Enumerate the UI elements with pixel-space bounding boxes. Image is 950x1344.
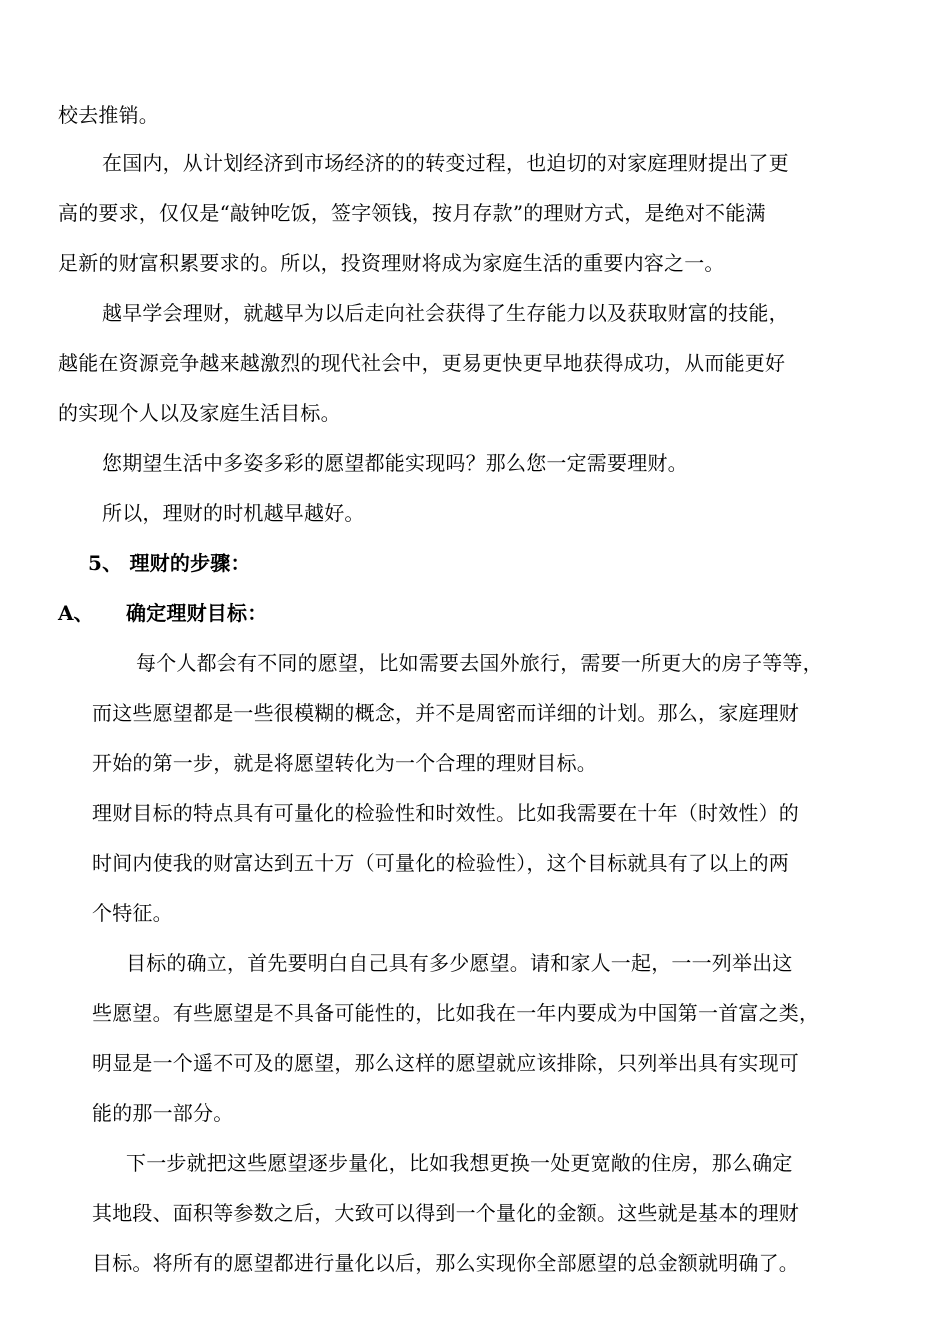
text-line: 时间内使我的财富达到五十万（可量化的检验性），这个目标就具有了以上的两 — [92, 851, 789, 875]
text-line: 开始的第一步，就是将愿望转化为一个合理的理财目标。 — [92, 751, 597, 775]
text-line: 的实现个人以及家庭生活目标。 — [58, 401, 341, 425]
text-line: 些愿望。有些愿望是不具备可能性的，比如我在一年内要成为中国第一首富之类， — [92, 1001, 820, 1025]
text-line: 目标。将所有的愿望都进行量化以后，那么实现你全部愿望的总金额就明确了。 — [92, 1251, 799, 1275]
subsection-marker: A、 — [58, 601, 94, 625]
text-line: 明显是一个遥不可及的愿望，那么这样的愿望就应该排除，只列举出具有实现可 — [92, 1051, 799, 1075]
text-line: 所以，理财的时机越早越好。 — [102, 501, 365, 525]
text-line: 越能在资源竞争越来越激烈的现代社会中，更易更快更早地获得成功，从而能更好 — [58, 351, 786, 375]
subsection-heading: 确定理财目标： — [126, 601, 268, 625]
text-line: 目标的确立，首先要明白自己具有多少愿望。请和家人一起，一一列举出这 — [126, 951, 793, 975]
text-line: 而这些愿望都是一些很模糊的概念，并不是周密而详细的计划。那么，家庭理财 — [92, 701, 799, 725]
text-line: 每个人都会有不同的愿望，比如需要去国外旅行，需要一所更大的房子等等， — [136, 651, 823, 675]
text-line: 越早学会理财，就越早为以后走向社会获得了生存能力以及获取财富的技能， — [102, 301, 789, 325]
text-line: 理财目标的特点具有可量化的检验性和时效性。比如我需要在十年（时效性）的 — [92, 801, 799, 825]
text-line: 足新的财富积累要求的。所以，投资理财将成为家庭生活的重要内容之一。 — [58, 251, 725, 275]
section-heading: 5、 理财的步骤： — [88, 551, 251, 575]
text-line: 下一步就把这些愿望逐步量化，比如我想更换一处更宽敞的住房，那么确定 — [126, 1151, 793, 1175]
text-line: 在国内，从计划经济到市场经济的的转变过程，也迫切的对家庭理财提出了更 — [102, 151, 789, 175]
text-line: 您期望生活中多姿多彩的愿望都能实现吗？那么您一定需要理财。 — [102, 451, 688, 475]
text-line: 高的要求，仅仅是“敲钟吃饭，签字领钱，按月存款”的理财方式，是绝对不能满 — [58, 201, 766, 225]
text-line: 校去推销。 — [58, 103, 159, 127]
text-line: 能的那一部分。 — [92, 1101, 234, 1125]
text-line: 个特征。 — [92, 901, 173, 925]
text-line: 其地段、面积等参数之后，大致可以得到一个量化的金额。这些就是基本的理财 — [92, 1201, 799, 1225]
